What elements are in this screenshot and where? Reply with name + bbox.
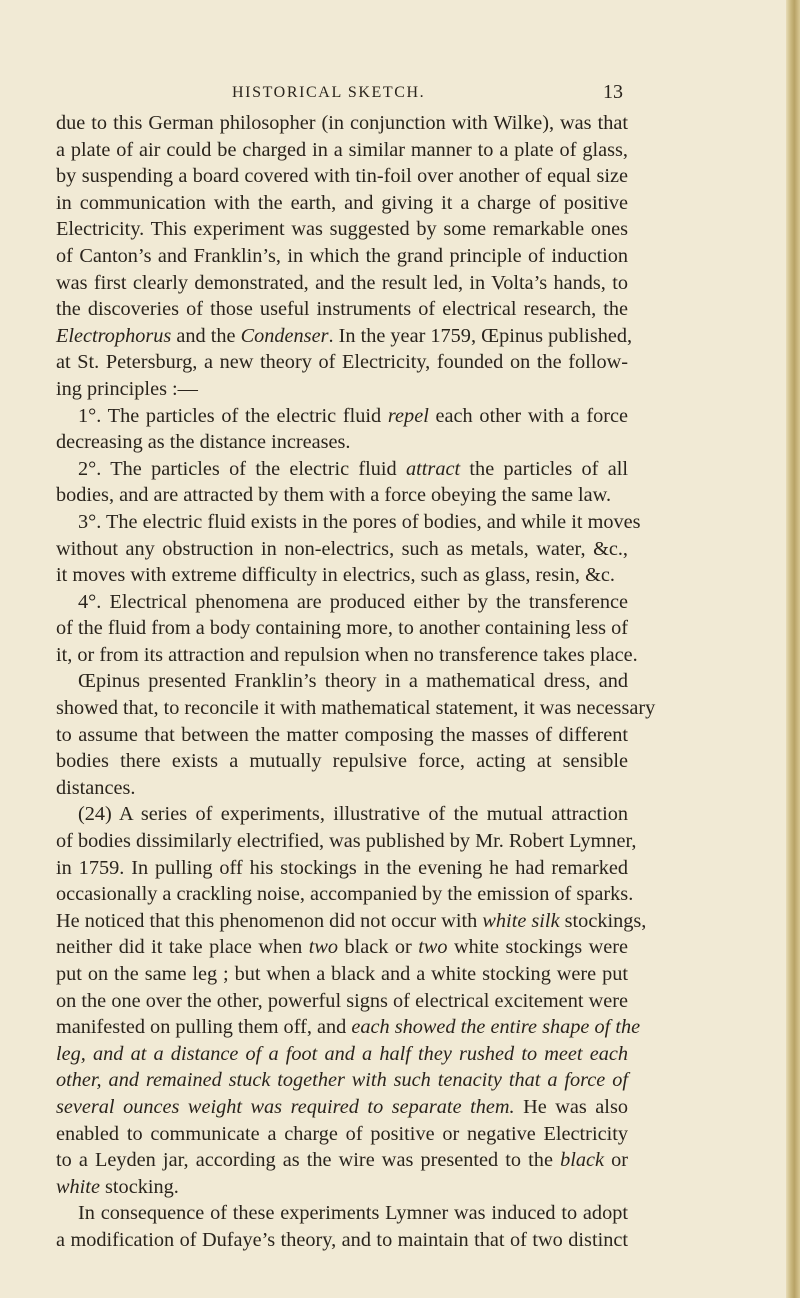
text-line: In consequence of these experiments Lymner was induced to adopt [78, 1202, 628, 1225]
text-line: without any obstruction in non-electrics, such as metals, water, &c., [56, 537, 628, 560]
text-line: bodies there exists a mutually repulsive force, acting at sensible [56, 750, 628, 773]
text-line: (24) A series of experiments, illustrative of the mutual attraction [78, 803, 628, 826]
text-line: of Canton’s and Franklin’s, in which the grand principle of induction [56, 244, 628, 267]
text-line: in 1759. In pulling off his stockings in the evening he had remarked [56, 856, 628, 879]
text-line: several ounces weight was required to separate them. He was also [56, 1095, 628, 1118]
text-line: distances. [56, 776, 136, 799]
text-line: He noticed that this phenomenon did not occur with white silk stockings, [56, 909, 647, 932]
text-line: in communication with the earth, and giving it a charge of positive [56, 191, 628, 214]
text-line: leg, and at a distance of a foot and a half they rushed to meet each [56, 1042, 628, 1065]
text-line: by suspending a board covered with tin-foil over another of equal size [56, 165, 628, 188]
text-line: other, and remained stuck together with such tenacity that a force of [56, 1069, 628, 1092]
text-line: on the one over the other, powerful signs of electrical excitement were [56, 989, 628, 1012]
text-line: showed that, to reconcile it with mathematical statement, it was necessary [56, 697, 656, 720]
page-edge [786, 0, 800, 1298]
text-line: of the fluid from a body containing more, to another containing less of [56, 617, 628, 640]
text-line: a modification of Dufaye’s theory, and to maintain that of two distinct [56, 1228, 628, 1251]
text-line: 2°. The particles of the electric fluid attract the particles of all [78, 457, 628, 480]
text-line: Electrophorus and the Condenser. In the year 1759, Œpinus published, [56, 324, 633, 347]
text-line: put on the same leg ; but when a black and a white stocking were put [56, 963, 628, 985]
text-line: it moves with extreme difficulty in electrics, such as glass, resin, &c. [56, 564, 615, 587]
body-text [56, 110, 656, 1254]
text-line: a plate of air could be charged in a similar manner to a plate of glass, [56, 138, 628, 161]
text-line: ing principles :— [56, 377, 198, 400]
text-line: at St. Petersburg, a new theory of Electricity, founded on the follow- [56, 351, 628, 374]
text-line: occasionally a crackling noise, accompanied by the emission of sparks. [56, 883, 634, 906]
text-line: it, or from its attraction and repulsion when no transference takes place. [56, 643, 638, 666]
text-line: due to this German philosopher (in conjunction with Wilke), was that [56, 112, 628, 134]
text-line: 3°. The electric fluid exists in the pores of bodies, and while it moves [78, 510, 641, 533]
text-line: manifested on pulling them off, and each showed the entire shape of the [56, 1016, 641, 1039]
text-line: white stocking. [56, 1175, 179, 1198]
text-line: to assume that between the matter composing the masses of different [56, 723, 628, 746]
text-line: of bodies dissimilarly electrified, was published by Mr. Robert Lymner, [56, 830, 637, 853]
text-line: was first clearly demonstrated, and the result led, in Volta’s hands, to [56, 271, 628, 294]
text-line: the discoveries of those useful instruments of electrical research, the [56, 298, 628, 321]
text-line: Œpinus presented Franklin’s theory in a mathematical dress, and [78, 670, 628, 693]
text-line: bodies, and are attracted by them with a force obeying the same law. [56, 484, 612, 507]
page-header [0, 81, 800, 108]
text-line: enabled to communicate a charge of positive or negative Electricity [56, 1122, 628, 1145]
text-line: to a Leyden jar, according as the wire was presented to the black or [56, 1149, 628, 1172]
text-line: 1°. The particles of the electric fluid repel each other with a force [78, 404, 628, 427]
running-head: HISTORICAL SKETCH. [232, 84, 426, 101]
text-line: neither did it take place when two black or two white stockings were [56, 936, 628, 959]
page-number: 13 [603, 81, 623, 103]
text-line: 4°. Electrical phenomena are produced either by the transference [78, 590, 628, 613]
text-line: Electricity. This experiment was suggested by some remarkable ones [56, 218, 628, 241]
text-line: decreasing as the distance increases. [56, 431, 351, 454]
